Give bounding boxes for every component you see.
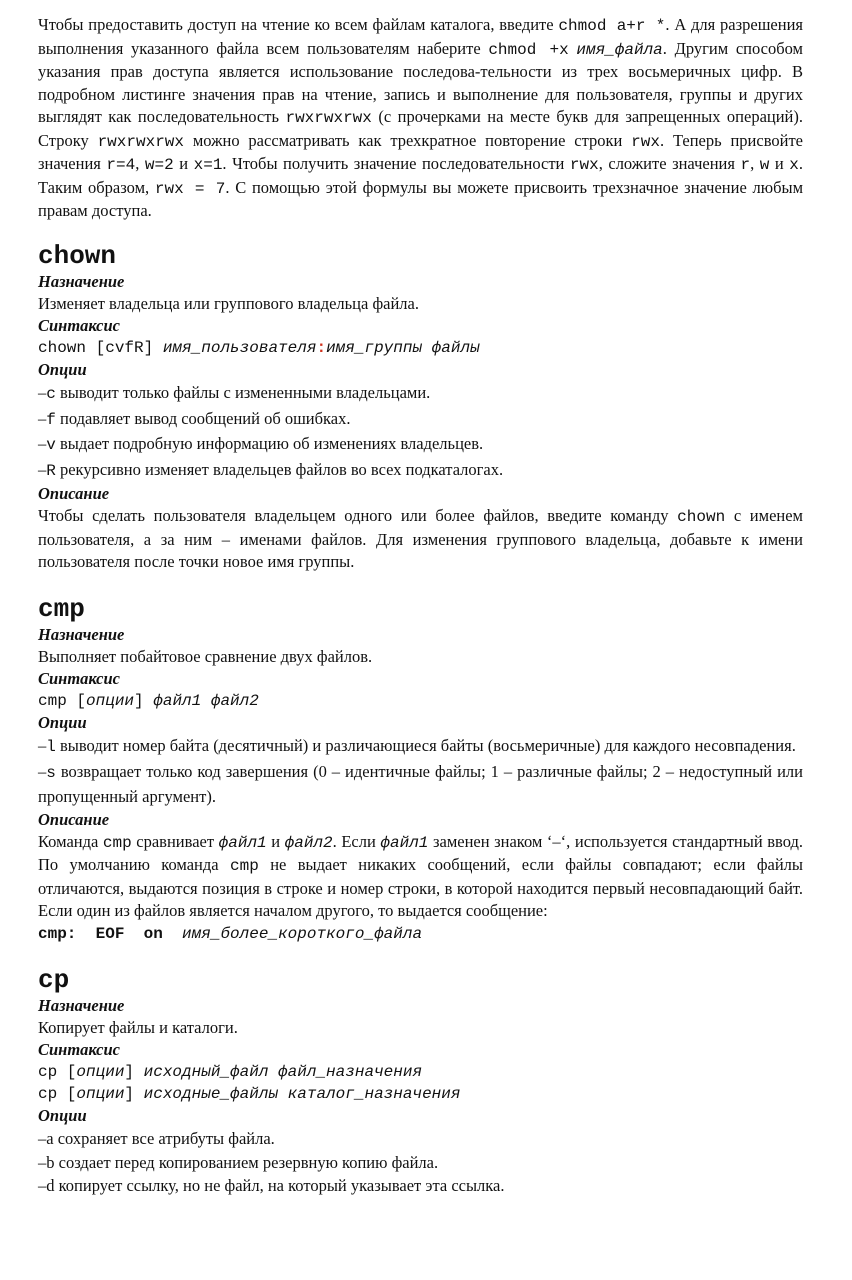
syntax-cmd: chown [cvfR] <box>38 339 163 357</box>
text: . Таким образом, <box>38 154 803 197</box>
option-item <box>38 458 803 484</box>
text: . Теперь присвойте значения <box>38 130 804 173</box>
message-cmd: cmp: EOF on <box>38 924 183 943</box>
option-text: выдает подробную информацию об изменениях владельцев. <box>55 434 484 453</box>
options-heading: Опции <box>38 360 87 379</box>
code: rwx <box>631 132 660 151</box>
dash: – <box>38 761 47 781</box>
text: Чтобы сделать пользователя владельцем одного или более файлов, введите команду <box>38 506 678 525</box>
command-title: chown <box>38 240 117 271</box>
purpose-heading: Назначение <box>38 624 125 644</box>
option-text: создает перед копированием резервную копию файла. <box>54 1152 439 1172</box>
syntax-line <box>38 690 803 712</box>
text: . Если <box>332 831 381 851</box>
description-heading: Описание <box>38 484 110 503</box>
dash: – <box>38 383 47 402</box>
command-title: cp <box>38 964 70 995</box>
options-heading: Опции <box>38 713 87 732</box>
syntax-line <box>38 1083 803 1105</box>
text: , сложите значения <box>598 154 741 173</box>
section-cp <box>38 965 803 1198</box>
text: и <box>173 154 194 173</box>
code: chmod +x <box>488 40 569 59</box>
text: (с прочерками на месте букв для запрещенных операций). Строку <box>38 107 803 150</box>
option-text: рекурсивно изменяет владельцев файлов во всех подкаталогах. <box>55 459 504 479</box>
intro-paragraph <box>38 14 803 223</box>
code: chown <box>677 508 726 526</box>
option-item <box>38 1127 803 1151</box>
syntax-arg: опции <box>76 1085 125 1103</box>
option-flag: f <box>46 410 56 429</box>
text: , <box>135 154 145 173</box>
purpose-heading: Назначение <box>38 271 125 291</box>
code: x=1 <box>193 156 223 174</box>
code: файл1 <box>218 833 267 852</box>
option-flag: s <box>46 763 56 782</box>
option-item <box>38 760 803 809</box>
option-item <box>38 407 803 433</box>
text: сравнивает <box>131 831 219 851</box>
message-line <box>38 923 803 945</box>
option-text: возвращает только код завершения (0 – идентичные файлы; 1 – различные файлы; 2 – недоступный или пропущенный аргумент). <box>38 761 803 806</box>
code: файл2 <box>284 833 333 852</box>
syntax-arg: опции <box>86 692 135 710</box>
text: , <box>750 154 760 173</box>
code: rwx <box>569 156 599 174</box>
code: имя_файла <box>576 40 663 59</box>
text: не выдает никаких сообщений, если файлы совпадают; если файлы отличаются, выдаются позиция в строке и номер строки, в которой находится первый несовпадающий байт. Если один из файлов является началом другого, то выдается сообщение: <box>38 855 803 920</box>
syntax-cmd: cp [ <box>38 1063 77 1081</box>
option-flag: d <box>46 1176 55 1195</box>
syntax-heading: Синтаксис <box>38 1040 120 1059</box>
option-flag: a <box>46 1129 54 1148</box>
option-item <box>38 432 803 458</box>
command-title: cmp <box>38 593 85 624</box>
text: . Другим способом указания прав доступа является использование последова-тельности из трех восьмеричных цифр. В подробном листинге значения прав на чтение, запись и выполнение для пользователя, группы и других выглядят как последовательность <box>38 38 803 126</box>
text: заменен знаком ‘–‘, используется стандартный ввод. По умолчанию команда <box>38 831 804 874</box>
purpose-heading: Назначение <box>38 995 125 1015</box>
syntax-colon: : <box>316 339 327 357</box>
syntax-arg: исходные_файлы каталог_назначения <box>143 1085 461 1103</box>
text: . А для разрешения выполнения указанного файла всем пользователям наберите <box>38 15 803 58</box>
option-text: выводит только файлы с измененными владельцами. <box>55 383 431 402</box>
dash: – <box>38 1176 47 1195</box>
option-item <box>38 734 803 760</box>
option-text: выводит номер байта (десятичный) и различающиеся байты (восьмеричные) для каждого несовпадения. <box>55 736 796 755</box>
code: x <box>789 156 799 174</box>
dash: – <box>38 1152 47 1172</box>
text: и <box>769 154 790 173</box>
syntax-line <box>38 1061 803 1083</box>
syntax-cmd: ] <box>124 1063 144 1081</box>
section-chown <box>38 241 803 574</box>
message-arg: имя_более_короткого_файла <box>182 924 423 943</box>
description-heading: Описание <box>38 809 110 829</box>
code: rwxrwxrwx <box>285 109 372 127</box>
code: r=4 <box>106 156 136 174</box>
code: cmp <box>230 857 259 875</box>
dash: – <box>38 459 47 479</box>
syntax-line <box>38 337 803 359</box>
option-flag: l <box>46 738 56 756</box>
option-flag: c <box>46 385 56 403</box>
options-heading: Опции <box>38 1106 87 1125</box>
purpose-text: Копирует файлы и каталоги. <box>38 1017 238 1037</box>
option-item <box>38 1174 803 1198</box>
text: можно рассматривать как трехкратное повторение строки <box>184 130 632 150</box>
dash: – <box>38 736 47 755</box>
syntax-arg: опции <box>76 1063 125 1081</box>
syntax-cmd: cmp [ <box>38 692 87 710</box>
dash: – <box>38 408 47 428</box>
description-text <box>38 831 803 923</box>
code: w <box>759 156 770 174</box>
syntax-cmd: ] <box>124 1085 144 1103</box>
text: . Чтобы получить значение последовательности <box>222 154 570 173</box>
purpose-text: Выполняет побайтовое сравнение двух файлов. <box>38 646 373 666</box>
text: с именем пользователя, а за ним – именами файлов. Для изменения группового владельца, добавьте к имени пользователя после точки новое имя группы. <box>38 506 804 571</box>
option-item <box>38 1151 803 1175</box>
text: и <box>266 831 285 851</box>
option-text: копирует ссылку, но не файл, на который указывает эта ссылка. <box>54 1176 505 1195</box>
section-cmp <box>38 594 803 945</box>
syntax-arg: имя_группы файлы <box>326 339 480 357</box>
code: rwx = 7 <box>154 179 226 198</box>
code: файл1 <box>380 833 429 852</box>
syntax-heading: Синтаксис <box>38 316 120 335</box>
option-flag: v <box>46 436 56 454</box>
syntax-arg: исходный_файл файл_назначения <box>143 1063 423 1081</box>
syntax-cmd: cp [ <box>38 1085 77 1103</box>
syntax-cmd: ] <box>134 692 154 710</box>
text: Команда <box>38 831 103 851</box>
code: chmod a+r * <box>558 17 666 35</box>
description-text <box>38 505 803 574</box>
code: cmp <box>102 833 132 852</box>
text: Чтобы предоставить доступ на чтение ко всем файлам каталога, введите <box>38 15 559 34</box>
syntax-arg: имя_пользователя <box>162 339 317 357</box>
option-flag: R <box>46 461 56 480</box>
syntax-heading: Синтаксис <box>38 669 120 688</box>
purpose-text: Изменяет владельца или группового владельца файла. <box>38 293 419 313</box>
code: w=2 <box>144 156 174 174</box>
option-text: подавляет вывод сообщений об ошибках. <box>55 408 351 428</box>
option-item <box>38 381 803 407</box>
code: r <box>740 156 751 174</box>
text: . С помощью этой формулы вы можете присвоить трехзначное значение любым правам доступа. <box>38 177 804 220</box>
dash: – <box>38 434 47 453</box>
syntax-arg: файл1 файл2 <box>153 692 259 710</box>
option-flag: b <box>46 1152 55 1172</box>
dash: – <box>38 1129 47 1148</box>
code: rwxrwxrwx <box>97 132 184 151</box>
option-text: сохраняет все атрибуты файла. <box>53 1129 275 1148</box>
